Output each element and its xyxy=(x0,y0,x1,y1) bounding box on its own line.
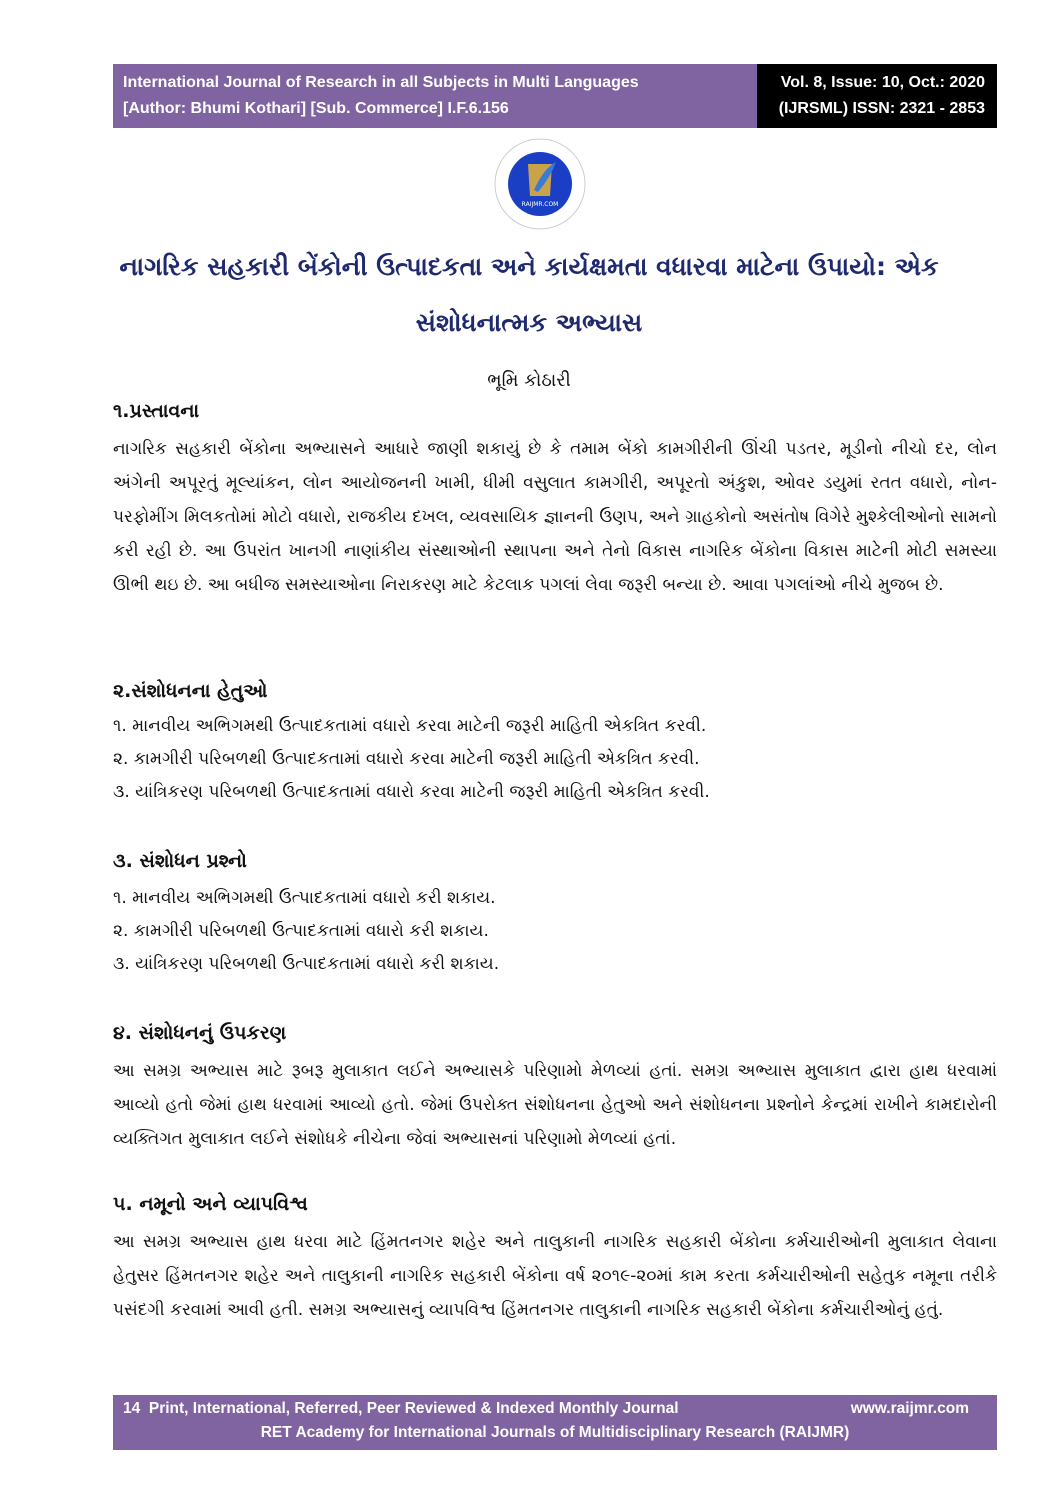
issn: (IJRSML) ISSN: 2321 - 2853 xyxy=(778,100,985,117)
section-heading-objectives: ૨.સંશોધનના હેતુઓ xyxy=(113,680,268,702)
section-heading-introduction: ૧.પ્રસ્તાવના xyxy=(113,400,200,422)
section-heading-sample-universe: ૫. નમૂનો અને વ્યાપવિશ્વ xyxy=(113,1193,308,1215)
header-right xyxy=(757,64,997,128)
list-item: ૨. કામગીરી પરિબળથી ઉત્પાદકતામાં વધારો કરવા માટેની જરૂરી માહિતી એકત્રિત કરવી. xyxy=(113,749,700,769)
page-number: 14 xyxy=(123,1400,141,1417)
objectives-list xyxy=(113,710,997,809)
author-subject-line: [Author: Bhumi Kothari] [Sub. Commerce] I.F.6.156 xyxy=(123,100,509,117)
article-title-line-2: સંશોધનાત્મક અભ્યાસ xyxy=(415,308,643,337)
volume-issue: Vol. 8, Issue: 10, Oct.: 2020 xyxy=(780,74,985,91)
header-left xyxy=(113,64,757,128)
introduction-paragraph: નાગરિક સહકારી બેંકોના અભ્યાસને આધારે જાણી શકાયું છે કે તમામ બેંકો કામગીરીની ઊંચી પડતર, મૂડીનો નીચો દર, લોન અંગેની અપૂરતું મૂલ્યાંકન, લોન આયોજનની ખામી, ધીમી વસુલાત કામગીરી, અપૂરતો અંકુશ, ઓવર ડયુમાં રતત વધારો, નોન-પરફોમીંગ મિલકતોમાં મોટો વધારો, રાજકીય દખલ, વ્યવસાયિક જ્ઞાનની ઉણપ, અને ગ્રાહકોનો અસંતોષ વિગેરે મુશ્કેલીઓનો સામનો કરી રહી છે. આ ઉપરાંત ખાનગી નાણાંકીય સંસ્થાઓની સ્થાપના અને તેનો વિકાસ નાગરિક બેંકોના વિકાસ માટેની મોટી સમસ્યા ઊભી થઇ છે. આ બધીજ સમસ્યાઓના નિરાકરણ માટે કેટલાક પગલાં લેવા જરૂરી બન્યા છે. આવા પગલાંઓ નીચે મુજબ છે. xyxy=(113,439,997,595)
list-item: ૩. યાંત્રિકરણ પરિબળથી ઉત્પાદકતામાં વધારો કરવા માટેની જરૂરી માહિતી એકત્રિત કરવી. xyxy=(113,782,710,802)
list-item: ૧. માનવીય અભિગમથી ઉત્પાદકતામાં વધારો કરવા માટેની જરૂરી માહિતી એકત્રિત કરવી. xyxy=(113,716,707,736)
sample-universe-paragraph: આ સમગ્ર અભ્યાસ હાથ ધરવા માટે હિંમતનગર શહેર અને તાલુકાની નાગરિક સહકારી બેંકોના કર્મચારીઓની મુલાકાત લેવાના હેતુસર હિંમતનગર શહેર અને તાલુકાની નાગરિક સહકારી બેંકોના વર્ષ ૨૦૧૯-૨૦માં કામ કરતા કર્મચારીઓની સહેતુક નમૂના તરીકે પસંદગી કરવામાં આવી હતી. સમગ્ર અભ્યાસનું વ્યાપવિશ્વ હિંમતનગર તાલુકાની નાગરિક સહકારી બેંકોના કર્મચારીઓનું હતું. xyxy=(113,1232,997,1320)
section-heading-research-questions: ૩. સંશોધન પ્રશ્નો xyxy=(113,850,247,872)
section-heading-research-tool: ૪. સંશોધનનું ઉપકરણ xyxy=(113,1022,287,1044)
research-tool-paragraph: આ સમગ્ર અભ્યાસ માટે રૂબરૂ મુલાકાત લઈને અભ્યાસકે પરિણામો મેળવ્યાં હતાં. સમગ્ર અભ્યાસ મુલાકાત દ્વારા હાથ ધરવામાં આવ્યો હતો જેમાં હાથ ધરવામાં આવ્યો હતો. જેમાં ઉપરોક્ત સંશોધનના હેતુઓ અને સંશોધનના પ્રશ્નોને કેન્દ્રમાં રાખીને કામદારોની વ્યક્તિગત મુલાકાત લઈને સંશોધકે નીચેના જેવાં અભ્યાસનાં પરિણામો મેળવ્યાં હતાં. xyxy=(113,1061,997,1149)
journal-logo xyxy=(494,138,586,230)
footer-journal-type: Print, International, Referred, Peer Reviewed & Indexed Monthly Journal xyxy=(148,1400,679,1417)
journal-name: International Journal of Research in all Subjects in Multi Languages xyxy=(123,74,639,91)
page-footer xyxy=(113,1395,997,1450)
article-title-line-1: નાગરિક સહકારી બેંકોની ઉત્પાદકતા અને કાર્યક્ષમતા વધારવા માટેના ઉપાયો: એક xyxy=(119,252,939,281)
list-item: ૩. યાંત્રિકરણ પરિબળથી ઉત્પાદકતામાં વધારો કરી શકાય. xyxy=(113,954,500,974)
list-item: ૧. માનવીય અભિગમથી ઉત્પાદકતામાં વધારો કરી શકાય. xyxy=(113,888,496,908)
footer-website-link[interactable]: www.raijmr.com xyxy=(850,1400,969,1417)
research-questions-list xyxy=(113,882,997,981)
list-item: ૨. કામગીરી પરિબળથી ઉત્પાદકતામાં વધારો કરી શકાય. xyxy=(113,921,489,941)
article-author: ભૂમિ કોઠારી xyxy=(487,370,571,391)
footer-publisher: RET Academy for International Journals of Multidisciplinary Research (RAIJMR) xyxy=(260,1424,850,1441)
journal-header xyxy=(113,64,997,128)
svg-text:RAIJMR.COM: RAIJMR.COM xyxy=(521,201,559,208)
